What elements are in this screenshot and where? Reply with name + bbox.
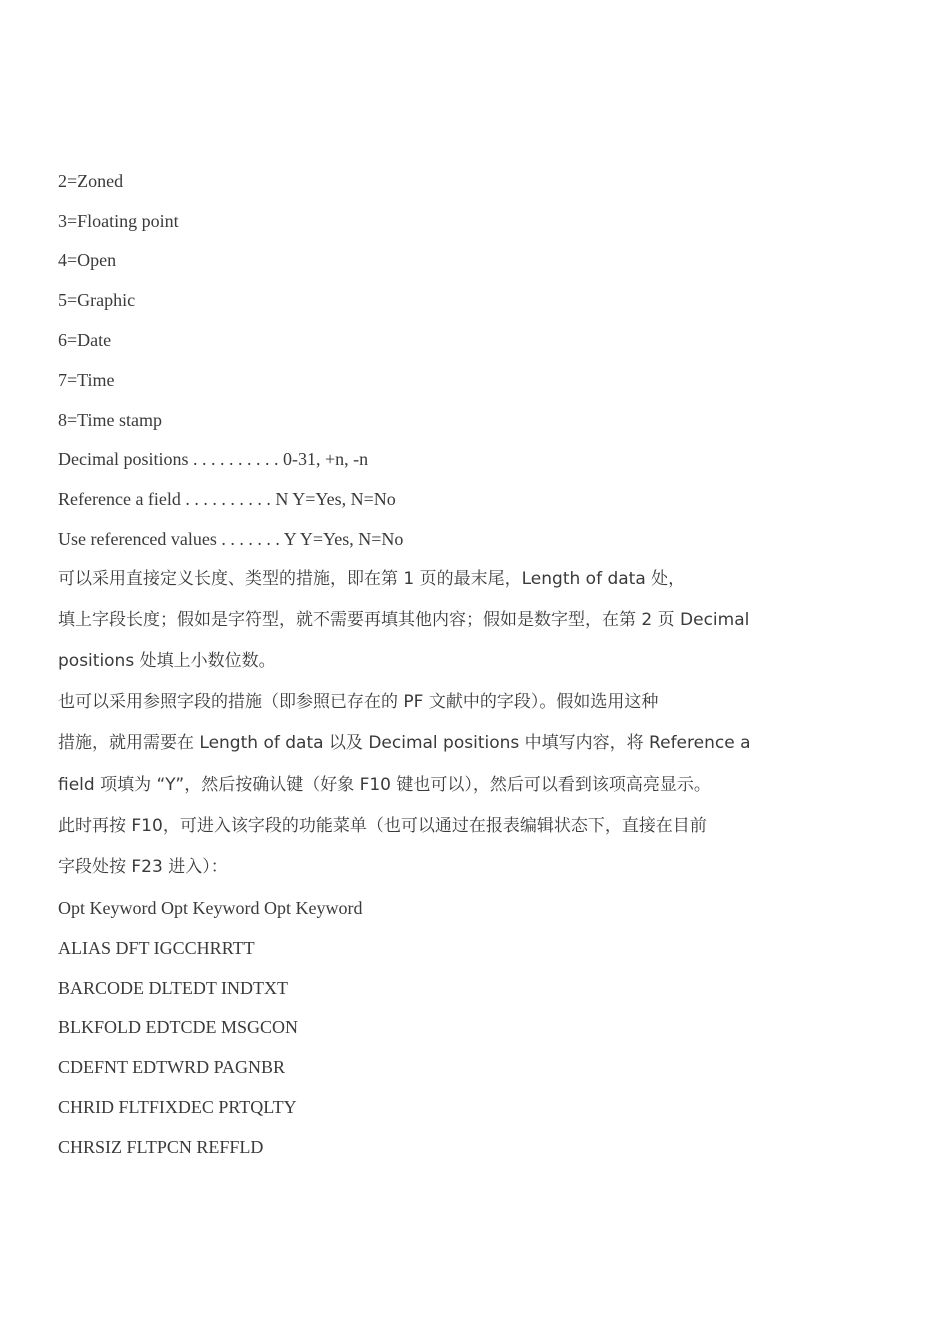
keyword-row: BARCODE DLTEDT INDTXT xyxy=(58,978,288,998)
text-line-time: 7=Time xyxy=(58,370,115,390)
text-line-floating-point: 3=Floating point xyxy=(58,211,179,231)
paragraph-line-2: 填上字段长度；假如是字符型，就不需要再填其他内容；假如是数字型，在第 2 页 Decimal xyxy=(58,610,750,630)
paragraph-line-5: 措施，就用需要在 Length of data 以及 Decimal positions 中填写内容，将 Reference a xyxy=(58,733,751,753)
keyword-row: BLKFOLD EDTCDE MSGCON xyxy=(58,1017,299,1037)
text-line-decimal-positions: Decimal positions . . . . . . . . . . 0-31, +n, -n xyxy=(58,449,369,469)
keyword-row: ALIAS DFT IGCCHRRTT xyxy=(58,938,255,958)
paragraph-line-3: positions 处填上小数位数。 xyxy=(58,651,276,671)
text-line-use-referenced-values: Use referenced values . . . . . . . Y Y=Yes, N=No xyxy=(58,529,404,549)
text-line-zoned: 2=Zoned xyxy=(58,171,124,191)
text-line-date: 6=Date xyxy=(58,330,112,350)
text-line-graphic: 5=Graphic xyxy=(58,290,136,310)
text-line-time-stamp: 8=Time stamp xyxy=(58,410,163,430)
keyword-row: CHRSIZ FLTPCN REFFLD xyxy=(58,1137,264,1157)
paragraph-line-1: 可以采用直接定义长度、类型的措施，即在第 1 页的最末尾，Length of data 处， xyxy=(58,569,686,589)
text-line-reference-field: Reference a field . . . . . . . . . . N Y=Yes, N=No xyxy=(58,489,396,509)
paragraph-line-4: 也可以采用参照字段的措施（即参照已存在的 PF 文献中的字段）。假如选用这种 xyxy=(58,692,659,712)
paragraph-line-6: field 项填为 “Y”，然后按确认键（好象 F10 键也可以），然后可以看到该项高亮显示。 xyxy=(58,775,711,795)
text-line-open: 4=Open xyxy=(58,250,117,270)
keyword-row: CDEFNT EDTWRD PAGNBR xyxy=(58,1057,286,1077)
paragraph-line-8: 字段处按 F23 进入）： xyxy=(58,857,228,877)
paragraph-line-7: 此时再按 F10，可进入该字段的功能菜单（也可以通过在报表编辑状态下，直接在目前 xyxy=(58,816,707,836)
keyword-row: CHRID FLTFIXDEC PRTQLTY xyxy=(58,1097,297,1117)
keyword-table-header: Opt Keyword Opt Keyword Opt Keyword xyxy=(58,898,363,918)
